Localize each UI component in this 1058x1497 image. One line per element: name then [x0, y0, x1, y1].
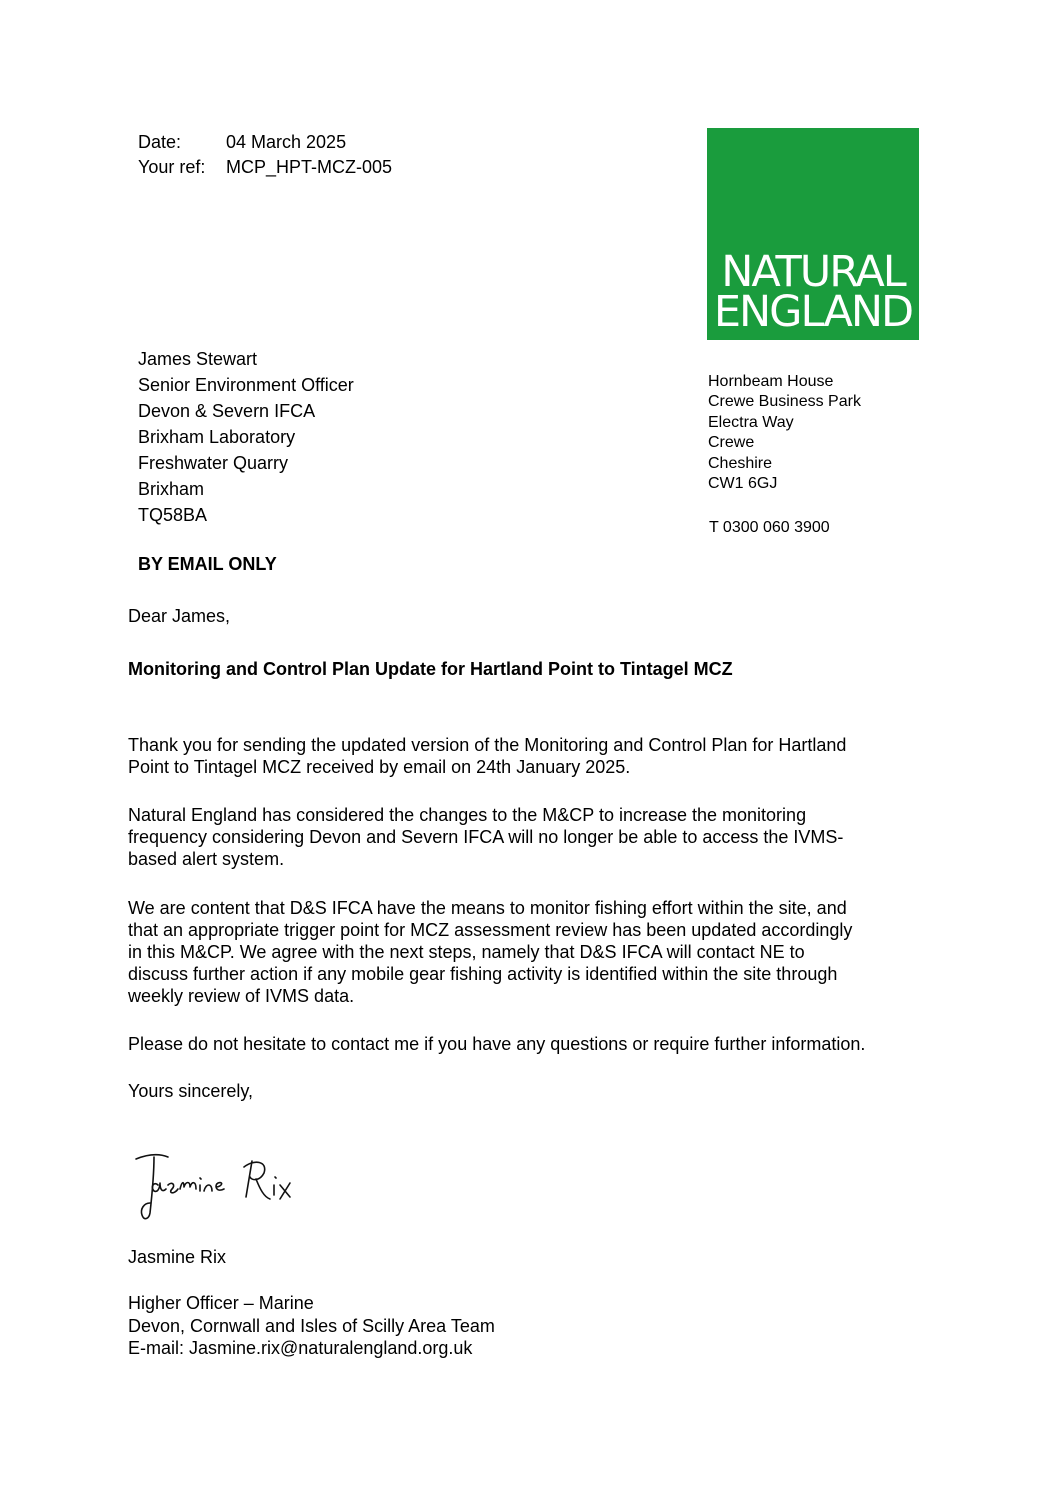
- ref-label: Your ref:: [138, 157, 206, 177]
- paragraph-line: Point to Tintagel MCZ received by email on 24th January 2025.: [128, 757, 631, 777]
- natural-england-logo: [707, 128, 919, 340]
- recipient-line: Senior Environment Officer: [138, 375, 354, 395]
- paragraph-line: discuss further action if any mobile gear fishing activity is identified within the site through: [128, 964, 838, 984]
- ref-value: MCP_HPT-MCZ-005: [226, 157, 393, 177]
- recipient-line: Devon & Severn IFCA: [138, 401, 316, 421]
- signer-name: Jasmine Rix: [128, 1247, 227, 1267]
- paragraph-line: based alert system.: [128, 849, 285, 869]
- delivery-note: BY EMAIL ONLY: [138, 554, 277, 574]
- paragraph-line: that an appropriate trigger point for MCZ assessment review has been updated accordingly: [128, 920, 853, 940]
- body-paragraph: [128, 1033, 865, 1055]
- signer-team: Devon, Cornwall and Isles of Scilly Area Team: [128, 1315, 495, 1336]
- ref-row: [138, 155, 392, 180]
- sender-phone: T 0300 060 3900: [709, 519, 830, 536]
- recipient-line: Brixham Laboratory: [138, 427, 296, 447]
- paragraph-line: We are content that D&S IFCA have the means to monitor fishing effort within the site, and: [128, 898, 847, 918]
- sender-line: Electra Way: [708, 413, 794, 431]
- sender-line: CW1 6GJ: [708, 475, 778, 493]
- paragraph-line: Natural England has considered the changes to the M&CP to increase the monitoring: [128, 805, 807, 825]
- logo-line-1: NATURAL: [721, 247, 905, 297]
- recipient-line: Brixham: [138, 479, 205, 499]
- reference-block: [138, 130, 392, 180]
- paragraph-line: Please do not hesitate to contact me if you have any questions or require further information.: [128, 1034, 866, 1054]
- paragraph-line: Thank you for sending the updated version of the Monitoring and Control Plan for Hartland: [128, 735, 847, 755]
- sender-line: Crewe: [708, 434, 755, 452]
- body-paragraph: [128, 734, 846, 778]
- body-paragraph: [128, 804, 843, 870]
- salutation: Dear James,: [128, 606, 231, 626]
- recipient-address: [138, 346, 354, 528]
- sender-address: [708, 372, 861, 494]
- logo-line-2: ENGLAND: [713, 287, 913, 337]
- date-row: [138, 130, 392, 155]
- signer-details: [128, 1292, 495, 1360]
- letter-subject: Monitoring and Control Plan Update for Hartland Point to Tintagel MCZ: [128, 659, 733, 679]
- date-value: 04 March 2025: [226, 132, 347, 152]
- date-label: Date:: [138, 132, 182, 152]
- handwritten-signature: [128, 1145, 328, 1225]
- sender-line: Hornbeam House: [708, 373, 834, 390]
- signer-email: E-mail: Jasmine.rix@naturalengland.org.uk: [128, 1338, 473, 1358]
- sender-line: Crewe Business Park: [708, 393, 861, 411]
- body-paragraph: [128, 897, 852, 1007]
- paragraph-line: frequency considering Devon and Severn IFCA will no longer be able to access the IVMS-: [128, 827, 844, 847]
- paragraph-line: weekly review of IVMS data.: [128, 986, 355, 1006]
- sender-line: Cheshire: [708, 454, 773, 472]
- recipient-line: James Stewart: [138, 349, 258, 369]
- logo-wordmark: [707, 247, 919, 337]
- closing: Yours sincerely,: [128, 1081, 254, 1101]
- paragraph-line: in this M&CP. We agree with the next steps, namely that D&S IFCA will contact NE to: [128, 942, 805, 962]
- recipient-line: TQ58BA: [138, 505, 208, 525]
- recipient-line: Freshwater Quarry: [138, 453, 289, 473]
- signer-title: Higher Officer – Marine: [128, 1293, 314, 1313]
